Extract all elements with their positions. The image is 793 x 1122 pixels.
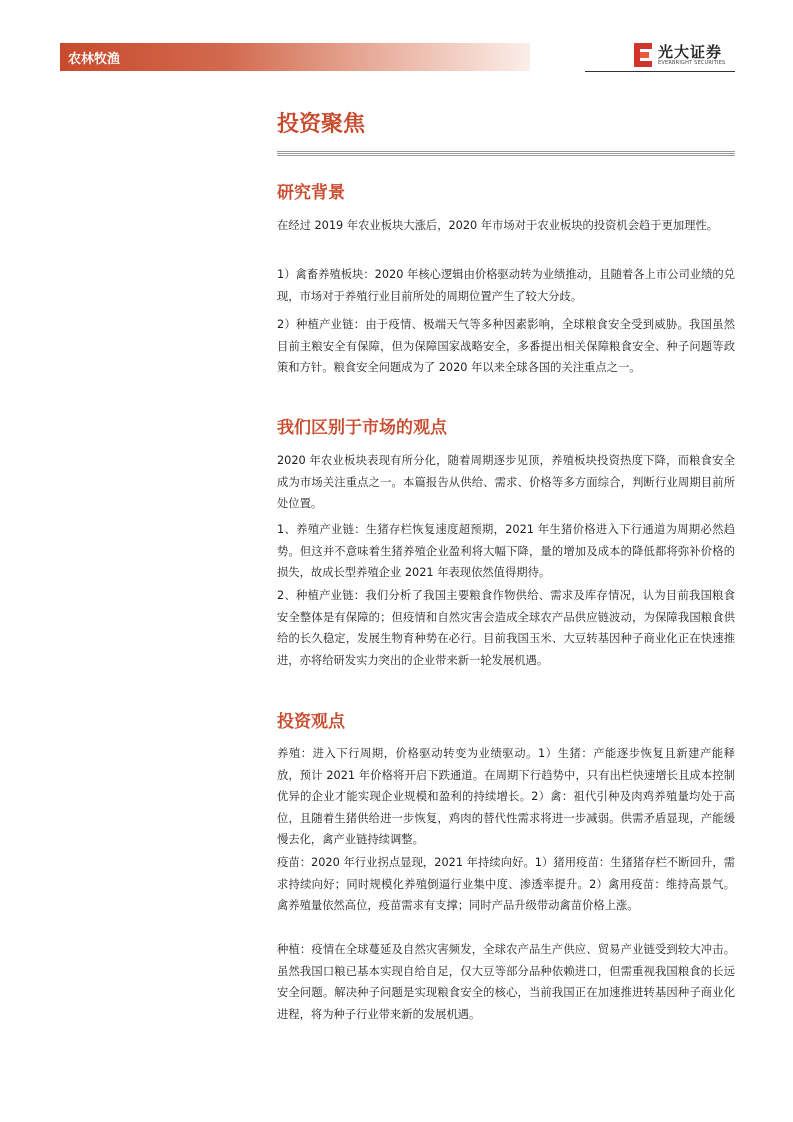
- paragraph: 种植：疫情在全球蔓延及自然灾害频发，全球农产品生产供应、贸易产业链受到较大冲击。虽然我国口粮已基本实现自给自足，仅大豆等部分品种依赖进口，但需重视我国粮食的长远安全问题。解决种子问题是实现粮食安全的核心，当前我国正在加速推进转基因种子商业化进程，将为种子行业带来新的发展机遇。: [277, 943, 735, 1021]
- paragraph: 疫苗：2020 年行业拐点显现，2021 年持续向好。1）猪用疫苗：生猪猪存栏不断回升，需求持续向好；同时规模化养殖倒逼行业集中度、渗透率提升。2）禽用疫苗：维持高景气。禽养殖量依然高位，疫苗需求有支撑；同时产品升级带动禽苗价格上涨。: [277, 856, 735, 912]
- logo-name: 光大证券: [658, 43, 723, 61]
- section-heading-investment-view: 投资观点: [277, 712, 345, 732]
- company-logo: [632, 40, 742, 70]
- paragraph: 1）禽畜养殖板块：2020 年核心逻辑由价格驱动转为业绩推动，且随着各上市公司业绩的兑现，市场对于养殖行业目前所处的周期位置产生了较大分歧。: [277, 268, 735, 303]
- header-rule: [585, 71, 735, 72]
- paragraph: 养殖：进入下行周期，价格驱动转变为业绩驱动。1）生猪：产能逐步恢复且新建产能释放，预计 2021 年价格将开启下跌通道。在周期下行趋势中，只有出栏快速增长且成本控制优异的企业才能实现企业规模和盈利的持续增长。2）禽：祖代引种及肉鸡养殖量均处于高位，且随着生猪供给进一步恢复，鸡肉的替代性需求将进一步减弱。供需矛盾显现，产能缓慢去化，禽产业链持续调整。: [277, 747, 735, 846]
- everbright-logo-icon: [632, 40, 654, 70]
- title-divider: [277, 151, 735, 157]
- paragraph: 2、种植产业链：我们分析了我国主要粮食作物供给、需求及库存情况，认为目前我国粮食安全整体是有保障的；但疫情和自然灾害会造成全球农产品供应链波动，为保障我国粮食供给的长久稳定，发展生物育种势在必行。目前我国玉米、大豆转基因种子商业化正在快速推进，亦将给研发实力突出的企业带来新一轮发展机遇。: [277, 589, 735, 667]
- paragraph: 2020 年农业板块表现有所分化，随着周期逐步见顶，养殖板块投资热度下降，而粮食安全成为市场关注重点之一。本篇报告从供给、需求、价格等多方面综合，判断行业周期目前所处位置。: [277, 454, 735, 510]
- section-label: 农林牧渔: [68, 52, 121, 67]
- header-section-banner: [60, 43, 530, 71]
- logo-english-name: EVERBRIGHT SECURITIES: [658, 60, 726, 66]
- paragraph: 1、养殖产业链：生猪存栏恢复速度超预期，2021 年生猪价格进入下行通道为周期必然趋势。但这并不意味着生猪养殖企业盈利将大幅下降，量的增加及成本的降低都将弥补价格的损失，故成长型养殖企业 2021 年表现依然值得期待。: [277, 523, 735, 579]
- paragraph: 在经过 2019 年农业板块大涨后，2020 年市场对于农业板块的投资机会趋于更加理性。: [277, 219, 719, 232]
- section-heading-background: 研究背景: [277, 183, 345, 203]
- page-title: 投资聚焦: [277, 112, 366, 137]
- section-heading-differentiated-view: 我们区别于市场的观点: [277, 418, 447, 438]
- paragraph: 2）种植产业链：由于疫情、极端天气等多种因素影响，全球粮食安全受到威胁。我国虽然目前主粮安全有保障，但为保障国家战略安全，多番提出相关保障粮食安全、种子问题等政策和方针。粮食安全问题成为了 2020 年以来全球各国的关注重点之一。: [277, 318, 735, 374]
